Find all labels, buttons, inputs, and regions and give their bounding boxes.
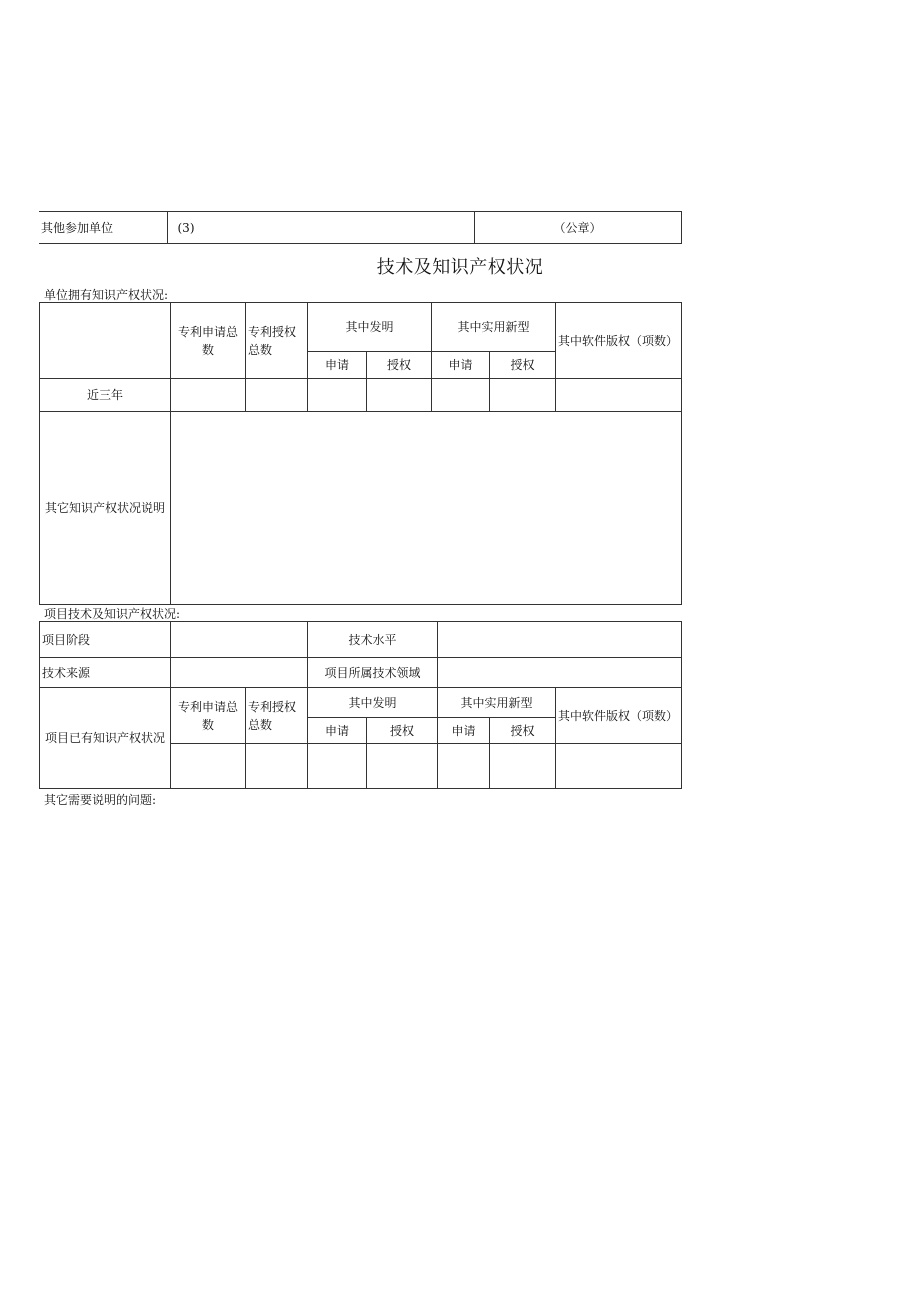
page-title: 技术及知识产权状况 [376, 257, 544, 278]
invention-grant-header: 授权 [367, 352, 432, 379]
other-ip-description-cell[interactable] [171, 412, 682, 605]
other-unit-label: 其他参加单位 [39, 212, 167, 244]
unit-ip-caption: 单位拥有知识产权状况: [44, 288, 169, 302]
recent-utility-apply-cell[interactable] [432, 379, 490, 412]
p-col-invention: 其中发明 [308, 688, 438, 718]
utility-grant-header: 授权 [490, 352, 556, 379]
p-col-patent-apply-total: 专利申请总数 [171, 688, 246, 744]
tech-source-label: 技术来源 [40, 658, 171, 688]
project-stage-cell[interactable] [171, 622, 308, 658]
row-other-ip-description: 其它知识产权状况说明 [40, 412, 171, 605]
col-software-copyright: 其中软件版权（项数） [556, 303, 682, 379]
recent-invention-grant-cell[interactable] [367, 379, 432, 412]
unit-code: (3) [167, 212, 474, 244]
tech-level-cell[interactable] [438, 622, 682, 658]
tech-field-label: 项目所属技术领域 [308, 658, 438, 688]
recent-grant-total-cell[interactable] [246, 379, 308, 412]
project-ip-caption: 项目技术及知识产权状况: [44, 607, 181, 621]
recent-software-cell[interactable] [556, 379, 682, 412]
p-software-cell[interactable] [556, 744, 682, 789]
tech-source-cell[interactable] [171, 658, 308, 688]
p-utility-apply-header: 申请 [438, 718, 490, 744]
p-grant-total-cell[interactable] [246, 744, 308, 789]
p-invention-apply-header: 申请 [308, 718, 367, 744]
other-unit-table [39, 211, 682, 244]
utility-apply-header: 申请 [432, 352, 490, 379]
p-apply-total-cell[interactable] [171, 744, 246, 789]
tech-field-cell[interactable] [438, 658, 682, 688]
p-col-utility-model: 其中实用新型 [438, 688, 556, 718]
unit-ip-table [39, 302, 682, 605]
p-utility-apply-cell[interactable] [438, 744, 490, 789]
project-stage-label: 项目阶段 [40, 622, 171, 658]
invention-apply-header: 申请 [308, 352, 367, 379]
row-recent-three-years: 近三年 [40, 379, 171, 412]
other-issues-caption: 其它需要说明的问题: [44, 793, 157, 807]
recent-invention-apply-cell[interactable] [308, 379, 367, 412]
table-corner-cell [40, 303, 171, 379]
tech-level-label: 技术水平 [308, 622, 438, 658]
p-col-patent-grant-total: 专利授权总数 [246, 688, 308, 744]
p-utility-grant-header: 授权 [490, 718, 556, 744]
p-invention-apply-cell[interactable] [308, 744, 367, 789]
col-patent-grant-total: 专利授权总数 [246, 303, 308, 379]
col-utility-model: 其中实用新型 [432, 303, 556, 352]
recent-utility-grant-cell[interactable] [490, 379, 556, 412]
p-invention-grant-cell[interactable] [367, 744, 438, 789]
p-invention-grant-header: 授权 [367, 718, 438, 744]
recent-apply-total-cell[interactable] [171, 379, 246, 412]
project-existing-ip-label: 项目已有知识产权状况 [40, 688, 171, 789]
p-col-software-copyright: 其中软件版权（项数） [556, 688, 682, 744]
p-utility-grant-cell[interactable] [490, 744, 556, 789]
project-ip-table [39, 621, 682, 789]
col-invention: 其中发明 [308, 303, 432, 352]
col-patent-apply-total: 专利申请总数 [171, 303, 246, 379]
official-seal-label: （公章） [474, 212, 681, 244]
